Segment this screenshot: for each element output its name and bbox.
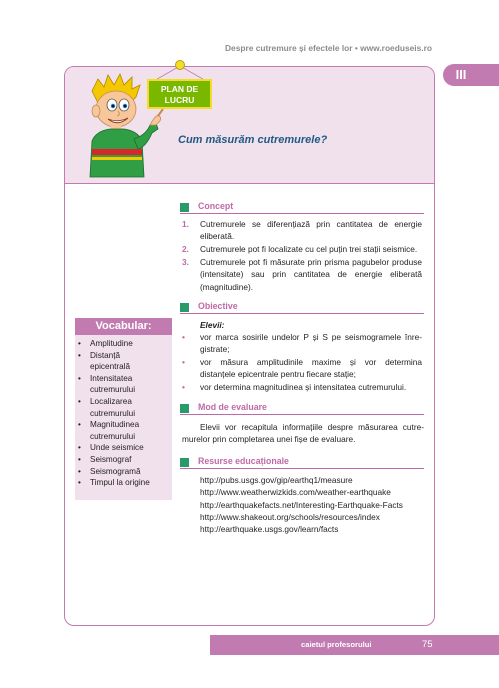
evaluation-heading: Mod de evaluare [198, 402, 267, 412]
vocabulary-term: • Distanță [90, 350, 121, 360]
evaluation-line: Elevii vor recapitula informațiile despre măsurarea cutre- [200, 422, 424, 432]
vocabulary-list [78, 338, 172, 489]
running-head: Despre cutremure și efectele lor • www.roeduseis.ro [225, 43, 432, 53]
vocabulary-term: • Localizarea [90, 396, 132, 406]
item-number: 3. [182, 257, 189, 267]
objective-item-line: vor marca sosirile undelor P și S pe seismogramele înre- [200, 332, 422, 342]
objectives-list [182, 331, 424, 393]
section-square-icon [180, 458, 189, 467]
section-square-icon [180, 203, 189, 212]
vocabulary-item [78, 419, 172, 442]
vocabulary-term: • Intensitatea [90, 373, 133, 383]
resources-rule [180, 468, 424, 469]
vocabulary-term: Seismogramă [90, 466, 141, 476]
vocabulary-item [78, 442, 172, 454]
concept-item-line: Cutremurele se diferențiază prin cantitatea de energie [200, 219, 422, 229]
bullet-icon: • [182, 332, 185, 342]
concept-item-line: Cutremurele pot fi localizate cu cel puțin trei stații seismice. [200, 244, 418, 254]
concept-item [182, 256, 422, 293]
concept-item-line: (magnitudine). [200, 281, 254, 292]
lesson-title: Cum măsurăm cutremurele? [178, 134, 328, 146]
objective-item-line: gistrate; [200, 344, 230, 355]
vocabulary-term: cutremurului [90, 431, 136, 441]
objectives-heading: Obiective [198, 301, 238, 311]
vocabulary-term: epicentrală [90, 362, 131, 372]
plan-label [147, 79, 212, 109]
concept-rule [180, 213, 424, 214]
concept-item-line: (intensitate) sau prin cantitatea de energie eliberată [200, 269, 422, 280]
bullet-icon: • [182, 382, 185, 392]
evaluation-line: murelor prin completarea unei fișe de evaluare. [182, 434, 356, 445]
concept-item-line: Cutremurele pot fi măsurate prin prisma pagubelor produse [200, 257, 422, 267]
plan-label-line1: PLAN DE [160, 84, 199, 94]
resources-heading: Resurse educaționale [198, 456, 289, 466]
vocabulary-item [78, 466, 172, 478]
concept-list [182, 218, 424, 293]
bullet-icon: • [182, 357, 185, 367]
objective-item [182, 356, 422, 381]
vocabulary-item [78, 477, 172, 489]
vocabulary-item [78, 373, 172, 396]
objective-item-line: vor măsura amplitudinile maxime și vor determina [200, 357, 422, 367]
objective-item [182, 331, 422, 356]
resource-link[interactable]: http://www.weatherwizkids.com/weather-earthquake [200, 487, 391, 498]
header-divider [65, 183, 434, 184]
pin-icon [175, 60, 185, 70]
objective-item [182, 381, 422, 393]
section-square-icon [180, 303, 189, 312]
footer-text: caietul profesorului [301, 640, 372, 649]
vocabulary-item [78, 454, 172, 466]
objectives-rule [180, 313, 424, 314]
resource-link[interactable]: http://pubs.usgs.gov/gip/earthq1/measure [200, 475, 353, 485]
item-number: 2. [182, 244, 189, 254]
resource-link[interactable]: http://earthquakefacts.net/Interesting-Earthquake-Facts [200, 499, 403, 510]
vocabulary-term: Seismograf [90, 454, 132, 464]
vocabulary-item [78, 338, 172, 350]
objectives-lead: Elevii: [200, 320, 225, 330]
vocabulary-term: Amplitudine [90, 339, 133, 348]
vocabulary-term: cutremurului [90, 408, 136, 418]
vocabulary-term: Unde seismice [90, 443, 144, 453]
concept-item [182, 243, 422, 255]
chapter-tab: III [443, 64, 479, 86]
concept-heading: Concept [198, 201, 234, 211]
item-number: 1. [182, 219, 189, 229]
objective-item-line: vor determina magnitudinea și intensitatea cutremurului. [200, 382, 407, 392]
concept-item [182, 218, 422, 243]
vocabulary-term: cutremurului [90, 385, 136, 395]
resources-list [200, 474, 426, 535]
vocabulary-item [78, 350, 172, 373]
vocabulary-term: • Magnitudinea [90, 420, 140, 430]
resource-link[interactable]: http://earthquake.usgs.gov/learn/facts [200, 524, 339, 535]
vocabulary-title: Vocabular: [75, 318, 172, 335]
evaluation-text [182, 421, 424, 446]
page-number: 75 [422, 639, 433, 650]
section-square-icon [180, 404, 189, 413]
resource-link[interactable]: http://www.shakeout.org/schools/resources/index [200, 511, 380, 522]
objective-item-line: distanțele epicentrale pentru fiecare stație; [200, 369, 356, 380]
plan-label-line2: LUCRU [164, 95, 195, 105]
vocabulary-item [78, 396, 172, 419]
vocabulary-term: Timpul la origine [90, 478, 150, 488]
evaluation-rule [180, 414, 424, 415]
concept-item-line: eliberată. [200, 231, 235, 242]
